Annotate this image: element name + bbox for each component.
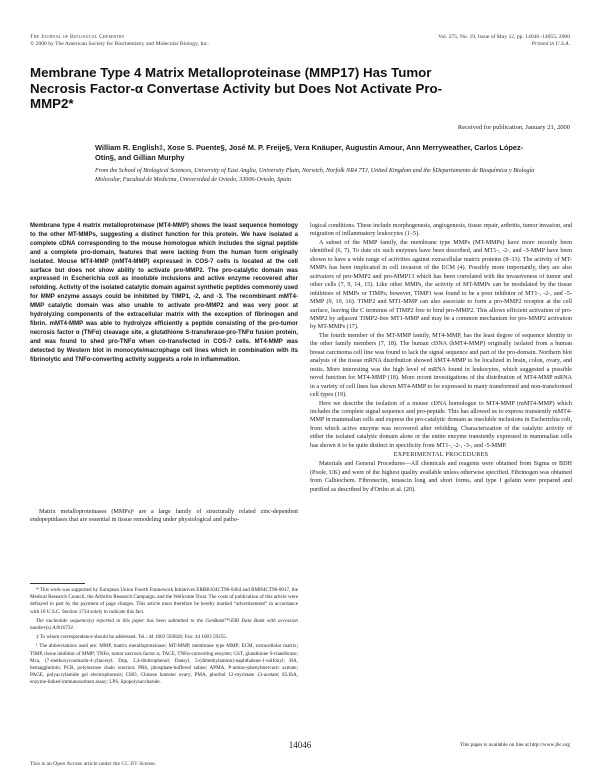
online-note: This paper is available on line at http://www.jbc.org <box>459 742 570 748</box>
printed-note: Printed in U.S.A. <box>531 41 570 47</box>
right-paragraph: Here we describe the isolation of a mouse cDNA homologue to MT4-MMP (mMT4-MMP) which includes the complete signal sequence and pro-peptide. This has allowed us to express transiently mMT4-MMP in mammalian cells and express the pro-catalytic domain as insoluble inclusions in Escherichia coli, from which active enzyme was recovered after refolding. Characterization of the catalytic activity of either the isolated catalytic domain alone or the entire enzyme transiently expressed in mammalian cells has shown it to be quite distinct in specificity from MT1-, -2-, -3-, and -5-MMP. <box>310 400 572 449</box>
right-paragraph: logical conditions. These include morphogenesis, angiogenesis, tissue repair, arthritis, tumor invasion, and migration of inflammatory leukocytes (1–5). <box>310 223 572 238</box>
journal-header <box>30 34 209 48</box>
methods-paragraph: Materials and General Procedures—All chemicals and reagents were obtained from Sigma or BDH (Poole, UK) and were of the highest quality available unless otherwise specified. Fibrinogen was obtained from Calbiochem. Fibronectin, tenascin long and short forms, and type I gelatin were prepared and purified as described by d'Ortho et al. (20). <box>310 461 572 493</box>
journal-name: The Journal of Biological Chemistry <box>30 34 125 40</box>
intro-paragraph <box>30 508 298 525</box>
right-paragraph: The fourth member of the MT-MMP family, MT4-MMP, has the least degree of sequence identity to the other family members (7, 18). The human cDNA (hMT4-MMP) originally isolated from a human breast carcinoma cell line was found to lack the signal sequence and part of the pro-domain. Northern blot analysis of the tissue mRNA distribution showed hMT4-MMP to be localized in brain, colon, ovary, and testis. More interesting was the high level of mRNA found in leukocytes, which suggested a possible novel function for MT4-MMP (18). More recent investigations of the distribution of MT4-MMP mRNA in a variety of cell lines has shown MT4-MMP to be expressed in many transformed and non-transformed cell types (19). <box>310 332 572 399</box>
article-title: Membrane Type 4 Matrix Metalloproteinase (MMP17) Has Tumor Necrosis Factor-α Convertase Activity but Does Not Activate Pro-MMP2* <box>30 65 443 112</box>
page-number: 14046 <box>288 740 312 750</box>
affiliation: From the School of Biological Sciences, University of East Anglia, University Plain, Norwich, Norfolk NR4 7TJ, United Kingdom and the §Departamento de Bioquímica y Biología Molecular, Facultad de Medicina, Universidad de Oviedo, 33006-Oviedo, Spain <box>95 168 535 183</box>
issue-header <box>438 34 570 48</box>
cc-by-link[interactable]: CC BY <box>121 761 138 767</box>
footnote-rule <box>30 583 85 584</box>
open-access-note <box>30 761 156 767</box>
abstract: Membrane type 4 matrix metalloproteinase (MT4-MMP) shows the least sequence homology to the other MT-MMPs, suggesting a distinct function for this protein. We have isolated a complete cDNA corresponding to the mouse homologue which includes the signal peptide and a complete pro-domain, features that were lacking from the human form originally isolated. Mouse MT4-MMP (mMT4-MMP) expressed in COS-7 cells is located at the cell surface but does not show ability to activate pro-MMP2. The pro-catalytic domain was expressed in Escherichia coli as insoluble inclusions and active enzyme recovered after refolding. Activity of the isolated catalytic domain against synthetic peptides commonly used for MMP enzyme assays could be inhibited by TIMP1, -2, and -3. The recombinant mMT4-MMP catalytic domain was also unable to activate pro-MMP2 and was very poor at hydrolyzing components of the extracellular matrix with the exception of fibrinogen and fibrin. mMT4-MMP was able to hydrolyze efficiently a peptide consisting of the pro-tumor necrosis factor α (TNFα) cleavage site, a glutathione S-transferase-pro-TNFα fusion protein, and was found to shed pro-TNFα when co-transfected in COS-7 cells. MT4-MMP was detected by Western blot in monocyte/macrophage cell lines which in combination with its fibrinolytic and TNFα-converting activity suggests a role in inflammation. <box>30 223 298 363</box>
footnote-abbreviations: ¹ The abbreviations used are: MMP, matrix metalloproteinase; MT-MMP, membrane type MMP; ECM, extracellular matrix; TIMP, tissue inhibitor of MMP; TNFα, tumor necrosis factor α; TACE, TNFα-converting enzyme; GST, glutathione S-transferase; Mca, (7-methoxycoumarin-4-yl)acetyl; Dnp, 2,4-dinitrophenol; Dansyl, 5-(dimethylamino)-naphthalene-1-sulfonyl; HA, hemagglutinin; PCR, polymerase chain reaction; PBS, phosphate-buffered saline; APMA, P-amino-phenylmercuric acetate; PAGE, polyacrylamide gel electrophoresis; CHO, Chinese hamster ovary; PMA, phorbol 12-myristate 13-acetate; ELISA, enzyme-linked immunosorbent assay; LPS, lipopolysaccharide. <box>30 643 298 686</box>
right-paragraph: A subset of the MMP family, the membrane type MMPs (MT-MMPs) have more recently been identified (6, 7). To date six such enzymes have been described, and MT1-, -2-, and -3-MMP have been shown to have a wide range of activities against extracellular matrix proteins (8–13). The activity of MT-MMPs has been implicated in cell invasion of the ECM (4). Possibly more importantly, they are also activators of pro-MMP2 and pro-MMP13 which has been correlated with the invasiveness of tumor and other cells (7, 9, 14, 15). Like other MMPs, the activity of MT-MMPs can be modulated by the tissue inhibitors of MMPs or TIMPs; however, TIMP1 was found to be a poor inhibitor of MT1-, -2-, and -5-MMP (9, 10, 16). TIMP2 and MT1-MMP can also associate to form a pro-MMP2 receptor at the cell surface, leaving the C terminus of TIMP2 free to bind pro-MMP2. This allows efficient activation of pro-MMP2 by adjacent TIMP2-free MT1-MMP and may be a common mechanism for pro-MMP2 activation by MT-MMPs (17). <box>310 239 572 331</box>
copyright-line: © 2000 by The American Society for Biochemistry and Molecular Biology, Inc. <box>30 41 209 47</box>
received-date: Received for publication, January 21, 2000 <box>457 124 570 131</box>
author-list: William R. English‡, Xose S. Puente§, José M. P. Freije§, Vera Knäuper, Augustin Amour, Ann Merryweather, Carlos López-Otín§, and Gillian Murphy <box>95 143 524 162</box>
section-heading: EXPERIMENTAL PROCEDURES <box>393 452 489 459</box>
footnote-funding: * This work was supported by European Union Fourth Framework Initiatives ERBB104CT96-0464 and BMH4CT96-0017, the Medical Research Council, the Arthritis Research Campaign, and the Wellcome Trust. The costs of publication of this article were defrayed in part by the payment of page charges. This article must therefore be hereby marked “advertisement” in accordance with 18 U.S.C. Section 1734 solely to indicate this fact. <box>30 587 298 615</box>
footnote-correspondence: ‡ To whom correspondence should be addressed. Tel.: 44 1603 593828; Fax: 44 1603 59255. <box>36 634 228 641</box>
footnotes <box>30 587 298 689</box>
footnote-genbank: The nucleotide sequence(s) reported in this paper has been submitted to the GenBank™/EBI Data Bank with accession number(s) AJ010731. <box>30 617 298 632</box>
open-access-prefix: This is an Open Access article under the <box>30 761 120 767</box>
intro-text: Matrix metalloproteinases (MMPs)¹ are a large family of structurally related zinc-dependent endopeptidases that are essential in tissue remodeling under physiological and patho- <box>30 509 298 524</box>
right-column <box>310 222 572 494</box>
volume-info: Vol. 275, No. 19, Issue of May 12, pp. 14046–14055, 2000 <box>438 34 570 40</box>
open-access-suffix: license. <box>139 761 157 767</box>
